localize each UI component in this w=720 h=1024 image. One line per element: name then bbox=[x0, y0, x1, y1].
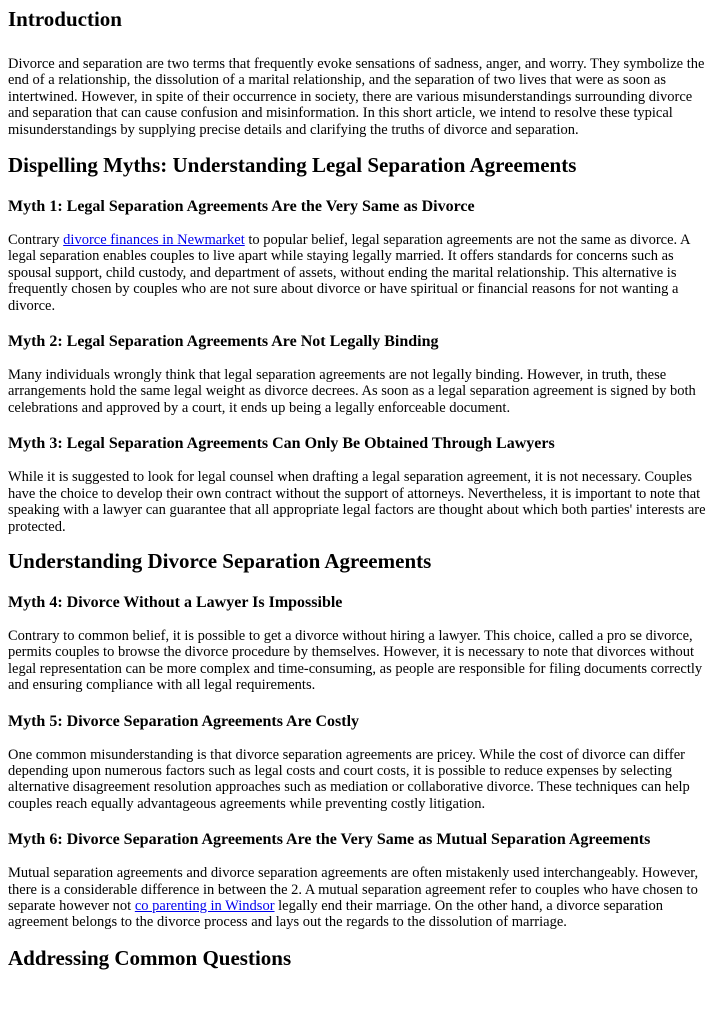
section-heading-introduction: Introduction bbox=[8, 7, 122, 31]
section-heading-common-questions: Addressing Common Questions bbox=[8, 945, 292, 970]
myth-4-heading: Myth 4: Divorce Without a Lawyer Is Impossible bbox=[8, 593, 343, 611]
myth-6-text-after: legally end their marriage. On the other hand, a divorce separation agreement belongs to the divorce process and lays out the regards to the dissolution of marriage. bbox=[8, 897, 664, 931]
myth-3-heading: Myth 3: Legal Separation Agreements Can Only Be Obtained Through Lawyers bbox=[8, 435, 555, 453]
divorce-finances-link[interactable]: divorce finances in Newmarket bbox=[63, 232, 245, 249]
myth-2-paragraph: Many individuals wrongly think that legal separation agreements are not legally binding. However, in truth, these arrangements hold the same legal weight as divorce decrees. As soon as a legal separation agreement is signed by both celebrations and approved by a court, it ends up being a legally enforceable document. bbox=[8, 367, 696, 416]
myth-1-paragraph bbox=[8, 232, 712, 314]
myth-1-heading: Myth 1: Legal Separation Agreements Are the Very Same as Divorce bbox=[8, 198, 475, 216]
myth-6-paragraph bbox=[8, 865, 712, 931]
myth-4-paragraph: Contrary to common belief, it is possible to get a divorce without hiring a lawyer. This choice, called a pro se divorce, permits couples to browse the divorce procedure by themselves. However, it is necessary to note that divorces without legal representation can be more complex and time-consuming, as people are responsible for filing documents correctly and ensuring compliance with all legal requirements. bbox=[8, 627, 703, 694]
myth-3-paragraph: While it is suggested to look for legal counsel when drafting a legal separation agreement, it is not necessary. Couples have the choice to develop their own contract without the support of attorneys. Nevertheless, it is important to note that speaking with a lawyer can guarantee that all appropriate legal factors are thought about which both parties' interests are protected. bbox=[8, 469, 706, 535]
intro-paragraph: Divorce and separation are two terms that frequently evoke sensations of sadness, anger, and worry. They symbolize the end of a relationship, the dissolution of a marital relationship, and the separation of two lives that were as soon as intertwined. However, in spite of their occurrence in society, there are various misunderstandings surrounding divorce and separation that can cause confusion and misinformation. In this short article, we intend to resolve these typical misunderstandings by supplying precise details and clarifying the truths of divorce and separation. bbox=[8, 56, 705, 138]
myth-2-heading: Myth 2: Legal Separation Agreements Are Not Legally Binding bbox=[8, 333, 439, 351]
myth-5-paragraph: One common misunderstanding is that divorce separation agreements are pricey. While the cost of divorce can differ depending upon numerous factors such as legal costs and court costs, it is possible to reduce expenses by selecting alternative disagreement resolution approaches such as mediation or collaborative divorce. These techniques can help couples reach equally advantageous agreements while preventing costly litigation. bbox=[8, 746, 690, 812]
co-parenting-link[interactable]: co parenting in Windsor bbox=[134, 897, 275, 914]
myth-1-text-before: Contrary bbox=[8, 232, 64, 249]
section-heading-dispelling-myths: Dispelling Myths: Understanding Legal Separation Agreements bbox=[8, 153, 577, 178]
myth-1-text-after: to popular belief, legal separation agreements are not the same as divorce. A legal separation enables couples to live apart while staying legally married. It offers standards for concerns such as spousal support, child custody, and department of assets, without ending the marital relationship. This alternative is frequently chosen by couples who are not sure about divorce or have spiritual or financial reasons for not wanting a divorce. bbox=[8, 232, 690, 314]
myth-5-heading: Myth 5: Divorce Separation Agreements Are Costly bbox=[8, 712, 360, 730]
myth-6-heading: Myth 6: Divorce Separation Agreements Are the Very Same as Mutual Separation Agreements bbox=[8, 831, 651, 849]
section-heading-divorce-separation: Understanding Divorce Separation Agreements bbox=[8, 548, 432, 573]
article bbox=[0, 6, 720, 971]
myth-6-text-before: Mutual separation agreements and divorce separation agreements are often mistakenly used interchangeably. However, there is a considerable difference in between the 2. A mutual separation agreement refer to couples who have chosen to separate however not bbox=[8, 865, 699, 914]
